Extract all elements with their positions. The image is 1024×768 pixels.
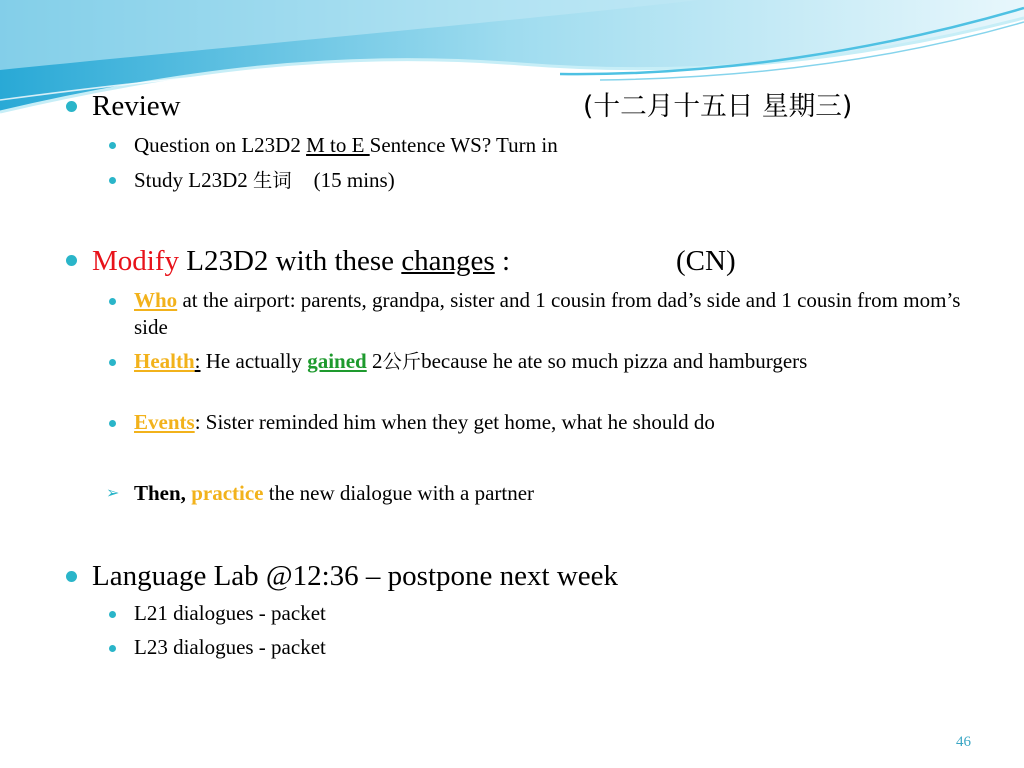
review-item-1: Question on L23D2 M to E Sentence WS? Turn in (134, 133, 558, 157)
bullet-icon (109, 142, 116, 149)
bullet-icon (109, 359, 116, 366)
lab-heading: Language Lab @12:36 – postpone next week (92, 560, 619, 592)
modify-item-who: Who at the airport: parents, grandpa, sister and 1 cousin from dad’s side and 1 cousin from mom’s side (134, 288, 961, 339)
lab-item-2: L23 dialogues - packet (134, 635, 326, 659)
practice-line: Then, practice the new dialogue with a partner (134, 481, 535, 505)
modify-tag: (CN) (676, 245, 736, 277)
modify-item-health: Health: He actually gained 2公斤because he ate so much pizza and hamburgers (134, 349, 808, 373)
arrow-bullet-icon: ➢ (106, 485, 120, 502)
bullet-icon (66, 101, 77, 112)
bullet-icon (109, 645, 116, 652)
page-number: 46 (956, 734, 971, 750)
bullet-icon (66, 571, 77, 582)
lab-item-1: L21 dialogues - packet (134, 601, 326, 625)
review-title: Review (92, 90, 181, 122)
review-heading (92, 89, 181, 123)
modify-heading: Modify L23D2 with these changes : (92, 245, 511, 277)
bullet-icon (109, 611, 116, 618)
bullet-icon (109, 420, 116, 427)
modify-item-events: Events: Sister reminded him when they get home, what he should do (134, 410, 715, 434)
review-date: (十二月十五日 星期三) (583, 91, 853, 122)
bullet-icon (109, 177, 116, 184)
bullet-icon (109, 298, 116, 305)
m-to-e-link[interactable]: M to E (306, 133, 370, 157)
review-item-2: Study L23D2 生词 (15 mins) (134, 168, 395, 192)
bullet-icon (66, 255, 77, 266)
